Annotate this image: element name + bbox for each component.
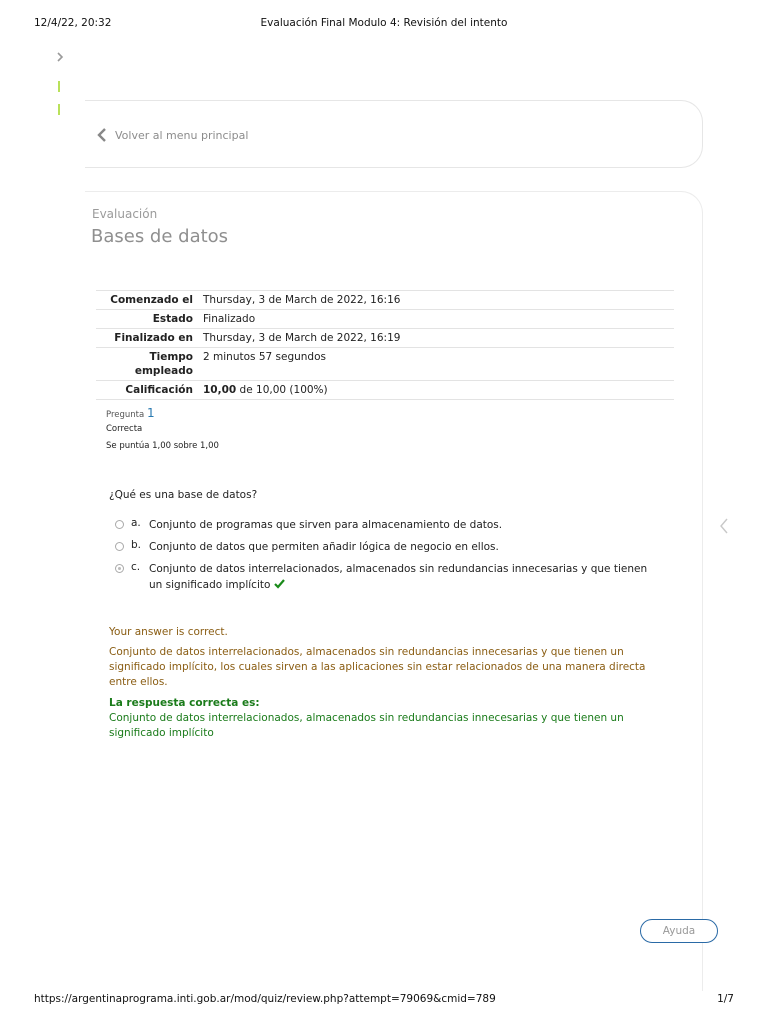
correct-answer-title: La respuesta correcta es:: [109, 697, 260, 709]
summary-row: [96, 381, 674, 400]
question-number: 1: [146, 406, 155, 420]
question-text: ¿Qué es una base de datos?: [109, 489, 258, 501]
summary-label: Finalizado en: [114, 332, 193, 344]
answer-letter: c.: [131, 561, 141, 573]
question-state: Correcta: [106, 424, 143, 434]
question-label: Pregunta: [106, 410, 145, 420]
answer-letter: b.: [131, 539, 142, 551]
summary-value: 2 minutos 57 segundos: [203, 351, 326, 363]
summary-value: Finalizado: [203, 313, 256, 325]
summary-value: [203, 381, 674, 400]
answer-option-c[interactable]: [115, 561, 649, 594]
grade-value: 10,00: [203, 384, 237, 396]
chevron-left-icon[interactable]: [718, 518, 730, 538]
print-page-number: 1/7: [717, 993, 734, 1005]
back-link[interactable]: [96, 128, 248, 142]
help-button[interactable]: Ayuda: [640, 919, 718, 943]
back-link-label: Volver al menu principal: [115, 128, 249, 142]
chevron-left-icon: [96, 128, 108, 142]
check-icon: [274, 578, 285, 594]
answer-text: Conjunto de programas que sirven para almacenamiento de datos.: [149, 519, 503, 531]
radio-button[interactable]: [115, 542, 124, 551]
summary-row: [96, 329, 674, 348]
answer-text: Conjunto de datos que permiten añadir lógica de negocio en ellos.: [149, 541, 499, 553]
page-kicker: Evaluación: [92, 207, 158, 221]
answer-letter: a.: [131, 517, 141, 529]
summary-row: [96, 348, 674, 381]
grade-suffix: de 10,00 (100%): [236, 384, 328, 396]
specific-feedback: Conjunto de datos interrelacionados, almacenados sin redundancias innecesarias y que tienen un significado implícito, los cuales sirven a las aplicaciones sin estar relacionados de una manera directa entre ellos.: [109, 646, 646, 688]
answer-text: Conjunto de datos interrelacionados, almacenados sin redundancias innecesarias y que tienen un significado implícito: [149, 563, 648, 591]
correct-answer-text: Conjunto de datos interrelacionados, almacenados sin redundancias innecesarias y que tienen un significado implícito: [109, 712, 624, 739]
summary-label: Calificación: [125, 384, 193, 396]
feedback-block: [109, 625, 649, 741]
print-header: [0, 17, 768, 31]
sidebar-indicator: [58, 81, 60, 92]
summary-label: Tiempo empleado: [134, 351, 193, 377]
summary-label: Comenzado el: [110, 294, 193, 306]
radio-button[interactable]: [115, 520, 124, 529]
summary-label: Estado: [152, 313, 193, 325]
print-title: Evaluación Final Modulo 4: Revisión del intento: [260, 17, 508, 29]
question-info: [106, 406, 219, 451]
attempt-summary-table: [96, 290, 674, 400]
print-url: https://argentinaprograma.inti.gob.ar/mod/quiz/review.php?attempt=79069&cmid=789: [34, 993, 496, 1005]
radio-button-selected[interactable]: [115, 564, 124, 573]
summary-row: [96, 310, 674, 329]
summary-value: Thursday, 3 de March de 2022, 16:19: [203, 332, 401, 344]
sidebar-indicator: [58, 104, 60, 115]
answer-option-a[interactable]: [115, 517, 649, 533]
summary-value: Thursday, 3 de March de 2022, 16:16: [203, 294, 401, 306]
answer-option-b[interactable]: [115, 539, 649, 555]
question-grade: Se puntúa 1,00 sobre 1,00: [106, 441, 219, 451]
general-feedback: Your answer is correct.: [109, 626, 228, 638]
summary-row: [96, 291, 674, 310]
answer-text-wrapper: [149, 561, 649, 594]
page-title: Bases de datos: [91, 226, 229, 247]
chevron-right-icon[interactable]: [53, 49, 67, 63]
print-date: 12/4/22, 20:32: [34, 17, 112, 29]
